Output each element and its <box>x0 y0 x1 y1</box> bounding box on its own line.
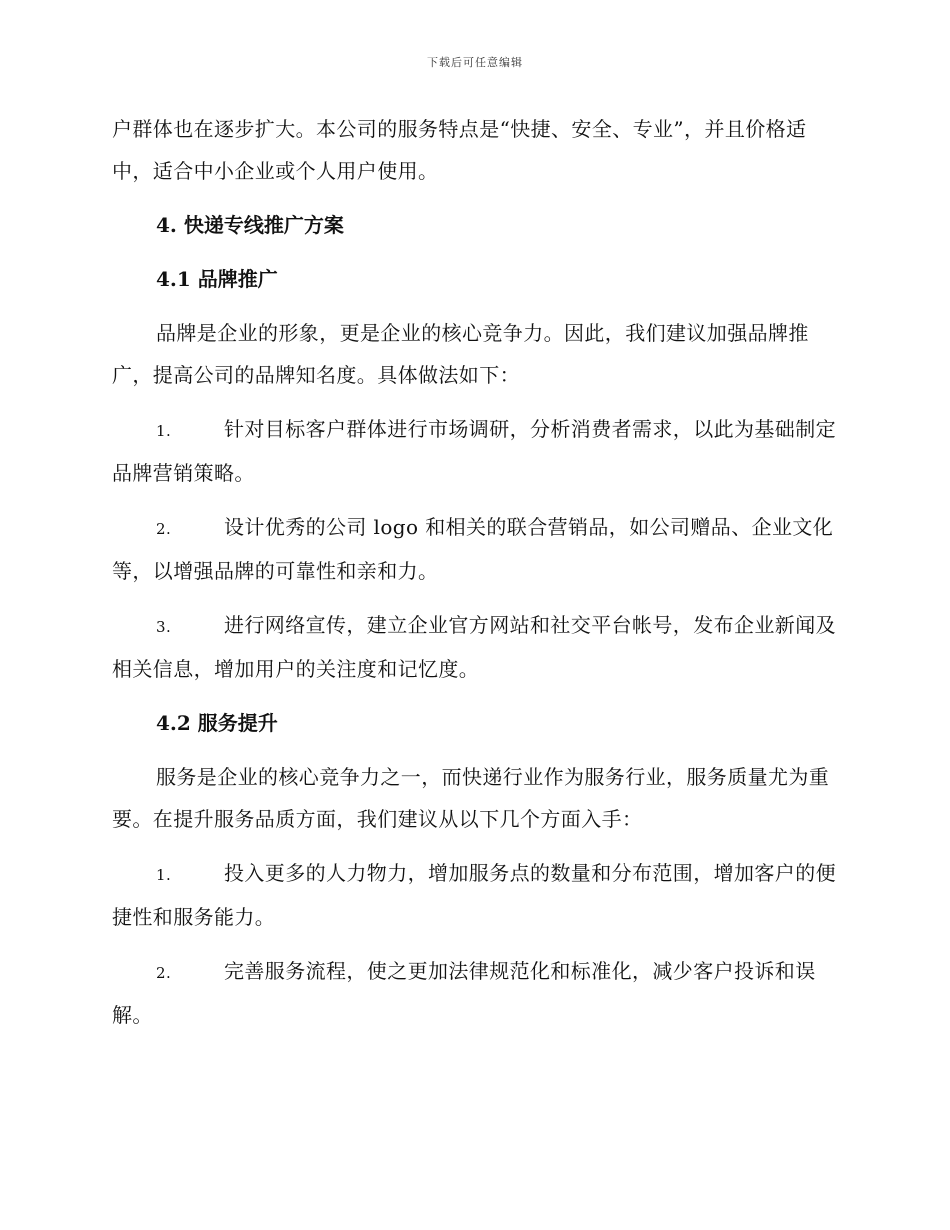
list-item <box>112 408 836 494</box>
intro-paragraph: 户群体也在逐步扩大。本公司的服务特点是“快捷、安全、专业”，并且价格适中，适合中小企业或个人用户使用。 <box>112 117 807 183</box>
section-4-1-paragraph: 品牌是企业的形象，更是企业的核心竞争力。因此，我们建议加强品牌推广，提高公司的品牌知名度。具体做法如下： <box>112 321 809 387</box>
list-text: 完善服务流程，使之更加法律规范化和标准化，减少客户投诉和误解。 <box>112 959 816 1027</box>
list-number: 2. <box>156 520 172 538</box>
section-4-2-paragraph: 服务是企业的核心竞争力之一，而快递行业作为服务行业，服务质量尤为重要。在提升服务品质方面，我们建议从以下几个方面入手： <box>112 765 830 831</box>
list-text: 进行网络宣传，建立企业官方网站和社交平台帐号，发布企业新闻及相关信息，增加用户的关注度和记忆度。 <box>112 613 836 681</box>
list-text: 针对目标客户群体进行市场调研，分析消费者需求，以此为基础制定品牌营销策略。 <box>112 417 836 485</box>
list-item <box>112 950 836 1036</box>
list-number: 1. <box>156 866 172 884</box>
list-number: 2. <box>156 964 172 982</box>
header-note: 下载后可任意编辑 <box>427 56 523 69</box>
section-4-2-heading: 4.2 服务提升 <box>156 711 278 735</box>
list-text: 投入更多的人力物力，增加服务点的数量和分布范围，增加客户的便捷性和服务能力。 <box>112 861 836 929</box>
document-body <box>112 108 836 1036</box>
list-item <box>112 604 836 690</box>
list-item <box>112 852 836 938</box>
list-item <box>112 506 836 592</box>
list-number: 1. <box>156 422 172 440</box>
section-4-heading: 4. 快递专线推广方案 <box>156 213 344 237</box>
list-text: 设计优秀的公司 logo 和相关的联合营销品，如公司赠品、企业文化等，以增强品牌的可靠性和亲和力。 <box>112 515 834 583</box>
section-4-1-heading: 4.1 品牌推广 <box>156 267 278 291</box>
list-number: 3. <box>156 618 172 636</box>
